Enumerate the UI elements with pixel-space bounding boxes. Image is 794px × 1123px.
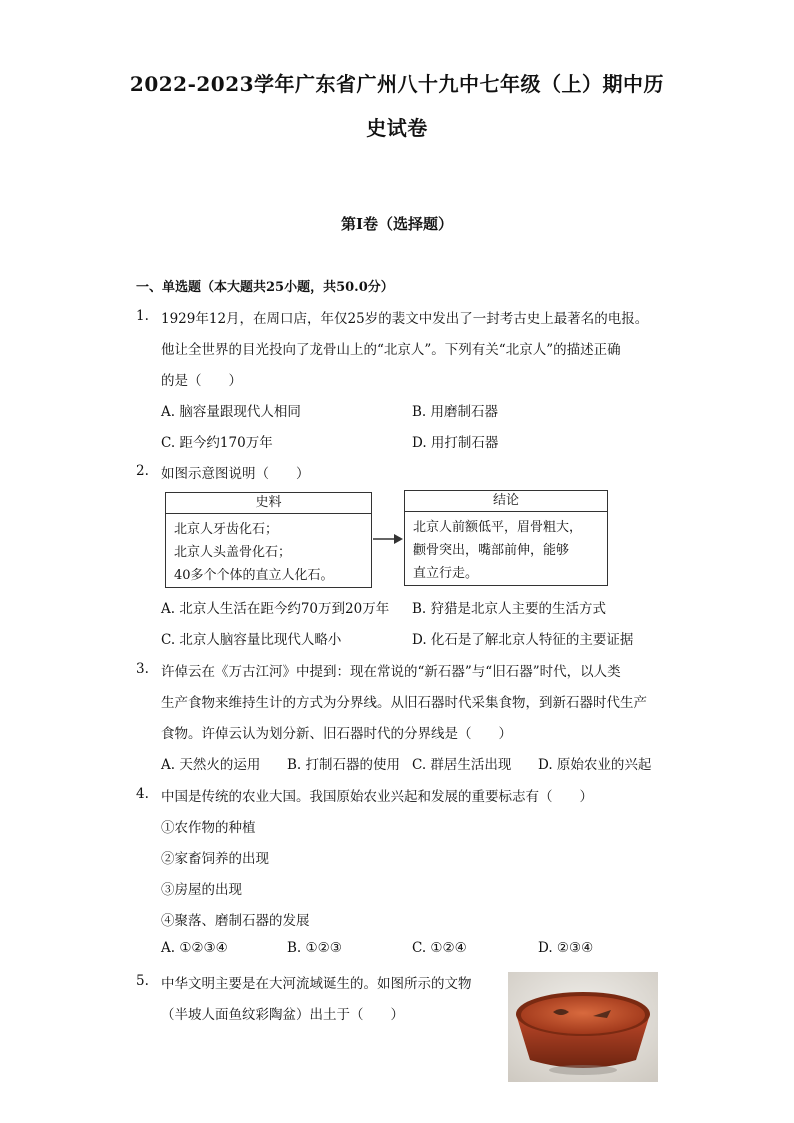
question-4-item: ④聚落、磨制石器的发展 [161,913,310,929]
source-material-line: 北京人头盖骨化石； [174,545,292,560]
conclusion-box [404,490,608,586]
source-material-line: 北京人牙齿化石； [174,522,279,537]
question-3-option-d[interactable]: D. 原始农业的兴起 [538,757,652,773]
question-2-option-c[interactable]: C. 北京人脑容量比现代人略小 [161,632,342,648]
question-1-option-c[interactable]: C. 距今约170万年 [161,435,273,451]
question-3-option-a[interactable]: A. 天然火的运用 [161,757,261,773]
conclusion-line: 颧骨突出，嘴部前伸，能够 [413,543,570,558]
question-1-option-d[interactable]: D. 用打制石器 [412,435,499,451]
question-3-option-c[interactable]: C. 群居生活出现 [412,757,512,773]
question-4-number: 4. [136,786,149,802]
question-5-number: 5. [136,973,149,989]
question-3-line: 食物。许倬云认为划分新、旧石器时代的分界线是（ ） [161,726,512,742]
painted-pottery-basin-image [508,972,658,1082]
question-1-option-a[interactable]: A. 脑容量跟现代人相同 [161,404,301,420]
question-2-number: 2. [136,463,149,479]
question-1-line: 1929年12月，在周口店，年仅25岁的裴文中发出了一封考古史上最著名的电报。 [161,311,649,327]
question-4-option-b[interactable]: B. ①②③ [287,940,342,956]
question-4-item: ①农作物的种植 [161,820,256,836]
question-2-stem: 如图示意图说明（ ） [161,466,310,482]
conclusion-line: 直立行走。 [413,566,479,581]
question-1-number: 1. [136,308,149,324]
question-4-item: ③房屋的出现 [161,882,242,898]
question-2-option-b[interactable]: B. 狩猎是北京人主要的生活方式 [412,601,607,617]
question-1-option-b[interactable]: B. 用磨制石器 [412,404,499,420]
source-material-line: 40多个个体的直立人化石。 [174,568,334,583]
question-3-line: 许倬云在《万古江河》中提到：现在常说的“新石器”与“旧石器”时代，以人类 [161,664,621,680]
question-1-line: 的是（ ） [161,373,242,389]
conclusion-header: 结论 [405,491,607,512]
exam-title-line1: 2022-2023学年广东省广州八十九中七年级（上）期中历 [129,72,665,96]
question-4-option-a[interactable]: A. ①②③④ [161,940,228,956]
question-4-item: ②家畜饲养的出现 [161,851,269,867]
question-5-line: 中华文明主要是在大河流域诞生的。如图所示的文物 [161,976,472,992]
part-heading: 一、单选题（本大题共25小题，共50.0分） [136,280,394,295]
exam-title-line2: 史试卷 [366,116,428,140]
question-4-option-d[interactable]: D. ②③④ [538,940,594,956]
question-1-line: 他让全世界的目光投向了龙骨山上的“北京人”。下列有关“北京人”的描述正确 [161,342,621,358]
question-3-number: 3. [136,661,149,677]
question-2-option-d[interactable]: D. 化石是了解北京人特征的主要证据 [412,632,634,648]
source-material-header: 史料 [166,493,371,514]
source-material-box [165,492,372,588]
question-3-option-b[interactable]: B. 打制石器的使用 [287,757,401,773]
question-5-line: （半坡人面鱼纹彩陶盆）出土于（ ） [161,1007,404,1023]
section-heading: 第I卷（选择题） [340,215,454,233]
arrow-right-icon [372,532,404,546]
question-4-stem: 中国是传统的农业大国。我国原始农业兴起和发展的重要标志有（ ） [161,789,593,805]
question-2-option-a[interactable]: A. 北京人生活在距今约70万到20万年 [161,601,390,617]
question-3-line: 生产食物来维持生计的方式为分界线。从旧石器时代采集食物，到新石器时代生产 [161,695,647,711]
question-4-option-c[interactable]: C. ①②④ [412,940,467,956]
conclusion-line: 北京人前额低平，眉骨粗大， [413,520,583,535]
